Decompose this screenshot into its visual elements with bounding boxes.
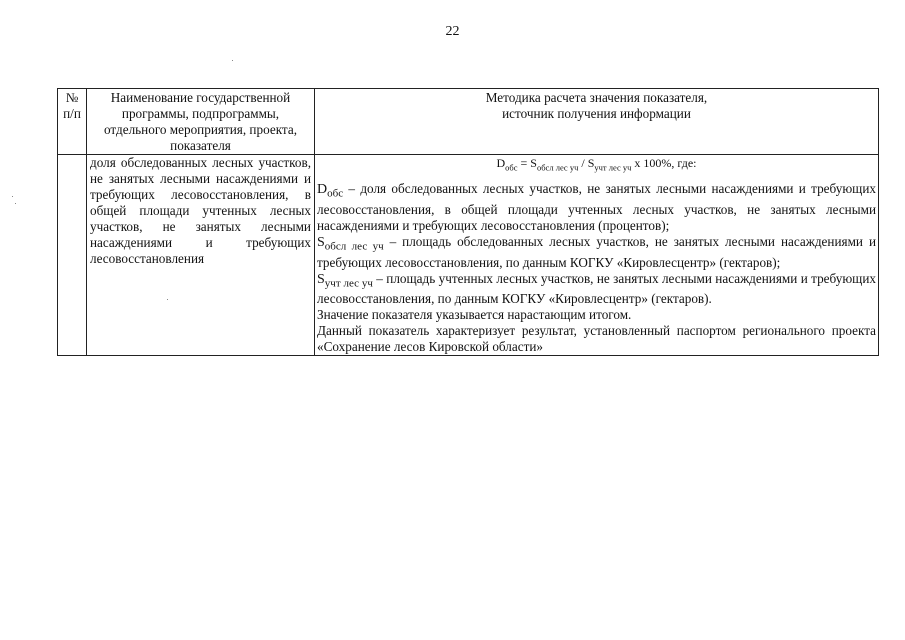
formula bbox=[317, 156, 876, 175]
header-method bbox=[315, 89, 879, 155]
def-var: S bbox=[317, 235, 325, 251]
formula-tail: х 100%, где: bbox=[631, 156, 697, 170]
def-text: – доля обследованных лесных участков, не занятых лесными насаждениями и требующих лесовосстановления, в общей площади учтенных лесных участков, не занятых лесными насаждениями и требующих лесовосстановления (процентов); bbox=[317, 181, 876, 234]
row-number bbox=[58, 155, 87, 356]
formula-lhs: D bbox=[496, 156, 506, 170]
method-cell bbox=[315, 155, 879, 356]
def-text: – площадь учтенных лесных участков, не занятых лесными насаждениями и требующих лесовосстановления, по данным КОГКУ «Кировлесцентр» (гектаров). bbox=[317, 270, 876, 307]
def-var: D bbox=[317, 182, 328, 198]
definition-s-ucht bbox=[317, 271, 876, 308]
formula-eq: = bbox=[517, 156, 531, 170]
note-result: Данный показатель характеризует результат, установленный паспортом регионального проекта «Сохранение лесов Кировской области» bbox=[317, 323, 876, 355]
header-number: № п/п bbox=[58, 89, 87, 155]
def-sub: обсл лес уч bbox=[324, 240, 384, 253]
def-sub: обс bbox=[327, 188, 344, 201]
definition-d-obs bbox=[317, 181, 876, 234]
scan-speck bbox=[12, 196, 13, 197]
definition-s-obsl bbox=[317, 234, 876, 271]
table-header-row bbox=[58, 89, 879, 155]
table-row bbox=[58, 155, 879, 356]
def-text: – площадь обследованных лесных участков, не занятых лесными насаждениями и требующих лесовосстановления, по данным КОГКУ «Кировлесцентр» (гектаров); bbox=[317, 234, 876, 270]
formula-s2-sub: учт лес уч bbox=[594, 162, 632, 173]
indicator-name: доля обследованных лесных участков, не занятых лесными насаждениями и требующих лесовосстановления, в общей площади учтенных лесных участков, не занятых лесными насаждениями и требующих лесовосстановления bbox=[87, 155, 315, 356]
formula-div: / bbox=[578, 156, 588, 170]
scan-speck bbox=[167, 299, 168, 300]
formula-s1: S bbox=[530, 156, 537, 170]
indicator-table bbox=[57, 88, 879, 356]
def-var: S bbox=[317, 271, 325, 287]
scan-speck bbox=[15, 203, 16, 204]
page-number: 22 bbox=[445, 24, 460, 39]
scan-speck bbox=[232, 60, 233, 61]
header-method-line1: Методика расчета значения показателя, bbox=[485, 90, 708, 105]
header-name: Наименование государственной программы, подпрограммы, отдельного мероприятия, проекта, показателя bbox=[87, 89, 315, 155]
formula-lhs-sub: обс bbox=[505, 162, 518, 173]
formula-s2: S bbox=[587, 156, 595, 170]
def-sub: учт лес уч bbox=[324, 277, 373, 290]
formula-s1-sub: обсл лес уч bbox=[536, 162, 579, 173]
header-method-line2: источник получения информации bbox=[502, 106, 691, 121]
note-cumulative: Значение показателя указывается нарастающим итогом. bbox=[317, 307, 632, 323]
